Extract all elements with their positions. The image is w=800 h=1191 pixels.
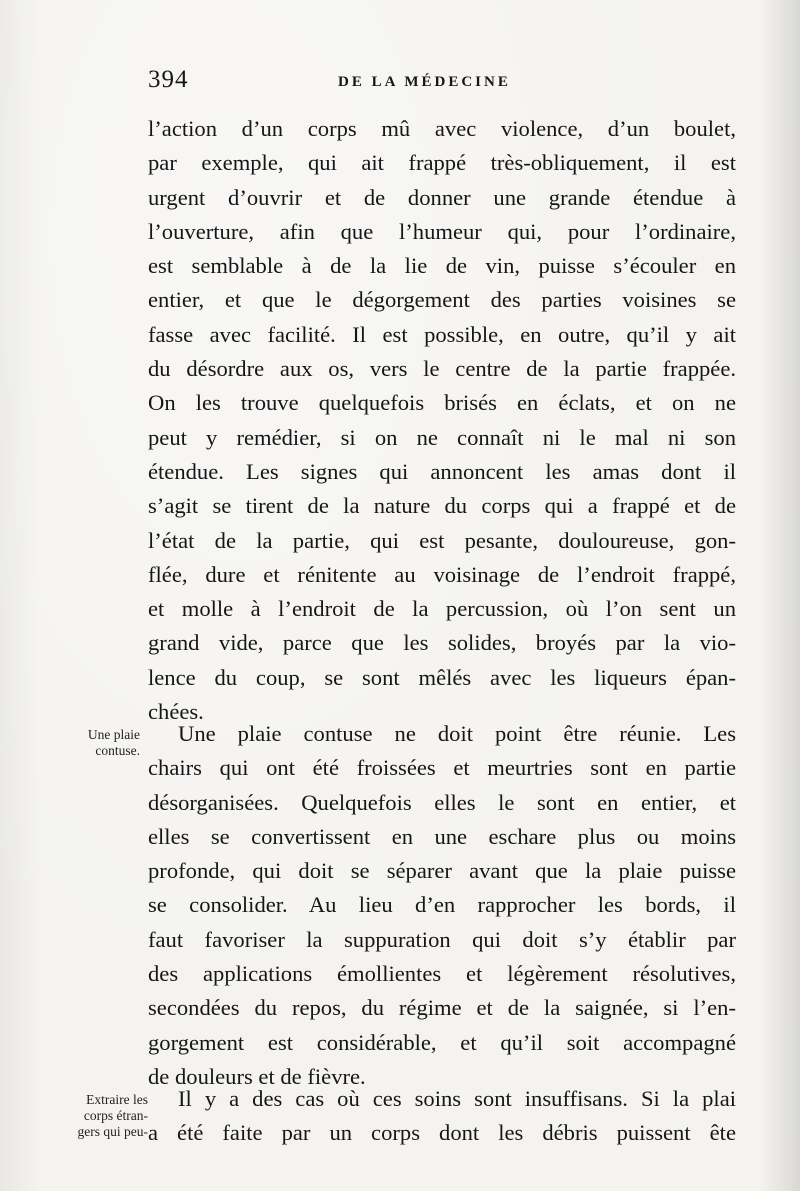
- text-line: gorgement est considérable, et qu’il soit accompagné: [148, 1029, 736, 1055]
- text-line: par exemple, qui ait frappé très-obliquement, il est: [148, 150, 736, 176]
- running-head: DE LA MÉDECINE: [338, 74, 511, 90]
- margin-note-line: Une plaie: [87, 727, 140, 742]
- text-line: elles se convertissent en une eschare plus ou moins: [148, 823, 736, 849]
- paragraph-3: [148, 1082, 736, 1151]
- text-line: des applications émollientes et légèrement résolutives,: [148, 961, 736, 987]
- paragraph-2: [148, 717, 736, 1094]
- margin-note-contused-wound: [30, 727, 140, 759]
- text-line: urgent d’ouvrir et de donner une grande étendue à: [148, 184, 736, 210]
- text-line: chairs qui ont été froissées et meurtries sont en partie: [148, 755, 736, 781]
- text-line: désorganisées. Quelquefois elles le sont en entier, et: [148, 789, 736, 815]
- margin-note-line: corps étran-: [83, 1108, 148, 1123]
- text-line: fasse avec facilité. Il est possible, en outre, qu’il y ait: [148, 321, 736, 347]
- text-line: flée, dure et rénitente au voisinage de l’endroit frappé,: [148, 561, 736, 587]
- text-line: l’ouverture, afin que l’humeur qui, pour l’ordinaire,: [148, 218, 736, 244]
- text-line: l’état de la partie, qui est pesante, douloureuse, gon-: [148, 527, 736, 553]
- text-line: l’action d’un corps mû avec violence, d’un boulet,: [148, 116, 736, 141]
- text-line: de douleurs et de fièvre.: [148, 1063, 366, 1089]
- text-line: peut y remédier, si on ne connaît ni le mal ni son: [148, 424, 736, 450]
- margin-note-extract-foreign-bodies: [20, 1092, 148, 1140]
- text-line: lence du coup, se sont mêlés avec les liqueurs épan-: [148, 664, 736, 690]
- text-line: On les trouve quelquefois brisés en éclats, et on ne: [148, 390, 736, 416]
- text-line: Une plaie contuse ne doit point être réunie. Les: [178, 721, 736, 746]
- text-line: Il y a des cas où ces soins sont insuffisans. Si la plai: [178, 1086, 736, 1111]
- text-line: est semblable à de la lie de vin, puisse s’écouler en: [148, 253, 736, 279]
- text-line: faut favoriser la suppuration qui doit s’y établir par: [148, 926, 736, 952]
- text-line: étendue. Les signes qui annoncent les amas dont il: [148, 458, 736, 484]
- paragraph-1: [148, 112, 736, 729]
- page-number: 394: [148, 66, 189, 93]
- margin-note-line: Extraire les: [86, 1092, 148, 1107]
- text-line: chées.: [148, 699, 204, 725]
- text-line: entier, et que le dégorgement des parties voisines se: [148, 287, 736, 313]
- text-line: a été faite par un corps dont les débris puissent ête: [148, 1120, 736, 1146]
- text-line: grand vide, parce que les solides, broyés par la vio-: [148, 630, 736, 656]
- page-header: [148, 66, 738, 106]
- text-line: et molle à l’endroit de la percussion, où l’on sent un: [148, 596, 736, 622]
- text-line: se consolider. Au lieu d’en rapprocher les bords, il: [148, 892, 736, 918]
- margin-note-line: contuse.: [95, 743, 140, 758]
- text-line: du désordre aux os, vers le centre de la partie frappée.: [148, 356, 736, 382]
- text-line: profonde, qui doit se séparer avant que la plaie puisse: [148, 858, 736, 884]
- text-line: s’agit se tirent de la nature du corps qui a frappé et de: [148, 493, 736, 519]
- margin-note-line: gers qui peu-: [77, 1124, 148, 1139]
- text-line: secondées du repos, du régime et de la saignée, si l’en-: [148, 995, 736, 1021]
